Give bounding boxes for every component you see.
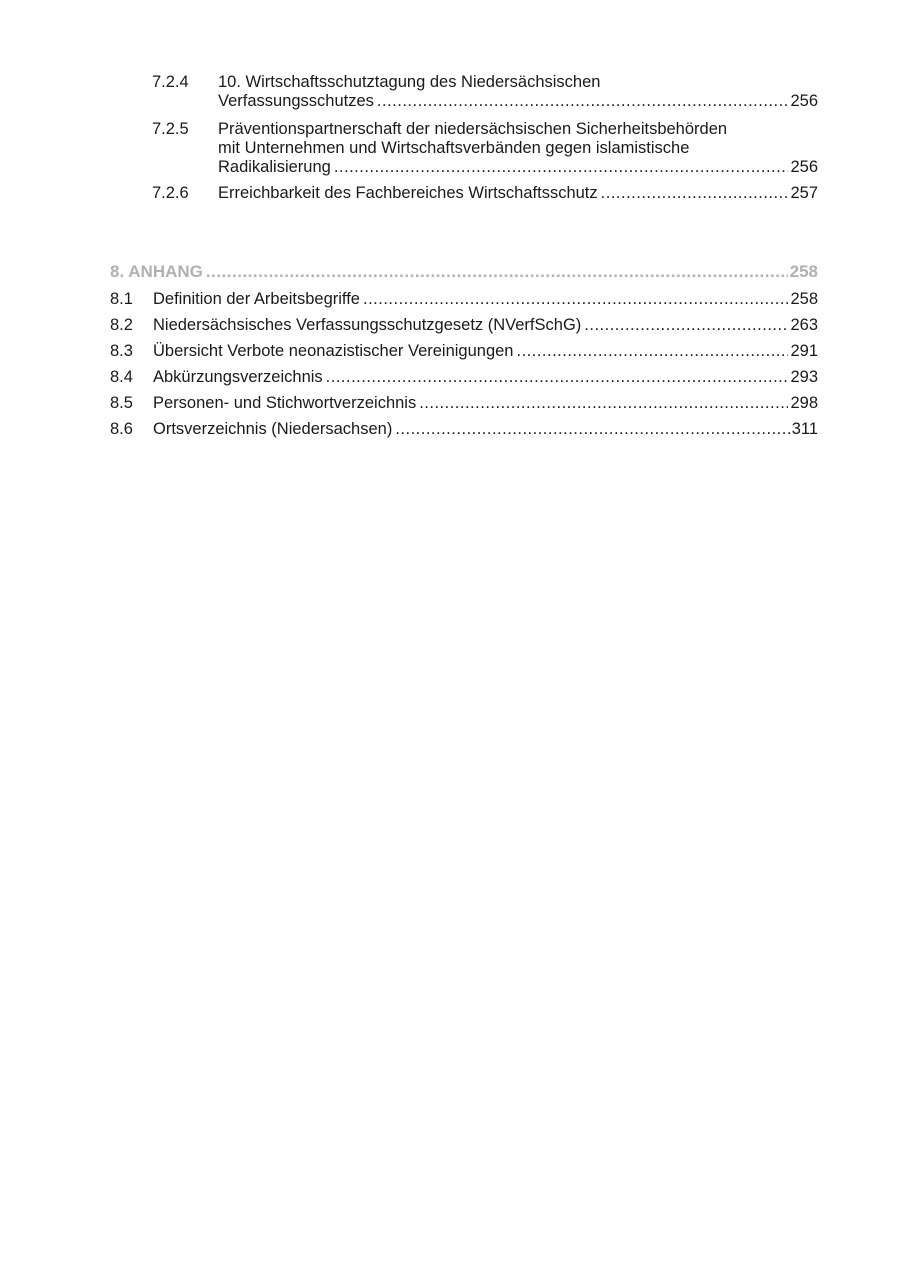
toc-entry-title-line: Präventionspartnerschaft der niedersächsischen Sicherheitsbehörden	[218, 120, 728, 138]
dot-leader	[334, 158, 789, 177]
toc-entry-title: Übersicht Verbote neonazistischer Vereinigungen	[153, 342, 514, 360]
toc-entry-page: 263	[790, 316, 818, 334]
toc-entry-title: Personen- und Stichwortverzeichnis	[153, 394, 417, 412]
toc-entry-title-line: Verfassungsschutzes	[218, 92, 374, 110]
toc-entry-title: Abkürzungsverzeichnis	[153, 368, 323, 386]
toc-entry-number: 8.4	[110, 368, 133, 386]
toc-entry-title-line: 10. Wirtschaftsschutztagung des Niedersächsischen	[218, 73, 601, 91]
toc-entry-number: 8.5	[110, 394, 133, 412]
toc-entry-number: 7.2.4	[152, 73, 189, 91]
toc-entry-title: Ortsverzeichnis (Niedersachsen)	[153, 420, 393, 438]
chapter-page: 258	[789, 262, 818, 281]
toc-entry-number: 7.2.5	[152, 120, 189, 138]
toc-entry-page: 256	[790, 158, 818, 176]
toc-entry-title-line: Erreichbarkeit des Fachbereiches Wirtschaftsschutz	[218, 184, 598, 202]
chapter-title: 8. ANHANG	[110, 262, 203, 281]
toc-entry-page: 291	[790, 342, 818, 360]
toc-entry-number: 8.3	[110, 342, 133, 360]
dot-leader	[326, 368, 789, 387]
toc-entry-number: 8.1	[110, 290, 133, 308]
toc-entry-page: 257	[790, 184, 818, 202]
dot-leader	[584, 316, 788, 335]
toc-entry-number: 8.2	[110, 316, 133, 334]
toc-chapter-heading[interactable]	[110, 262, 818, 282]
toc-entry-page: 256	[790, 92, 818, 110]
toc-entry-title-line: Radikalisierung	[218, 158, 331, 176]
toc-entry-title: Niedersächsisches Verfassungsschutzgesetz (NVerfSchG)	[153, 316, 582, 334]
toc-entry-page: 298	[790, 394, 818, 412]
toc-entry-number: 7.2.6	[152, 184, 189, 202]
toc-entry-number: 8.6	[110, 420, 133, 438]
toc-entry-page: 311	[791, 420, 818, 438]
dot-leader	[516, 342, 788, 361]
toc-entry-title-line: mit Unternehmen und Wirtschaftsverbänden gegen islamistische	[218, 139, 690, 157]
dot-leader	[377, 92, 789, 111]
toc-entry-title: Definition der Arbeitsbegriffe	[153, 290, 360, 308]
toc-entry-page: 293	[790, 368, 818, 386]
dot-leader	[601, 184, 789, 203]
dot-leader	[206, 262, 788, 282]
dot-leader	[363, 290, 788, 309]
dot-leader	[395, 420, 789, 439]
toc-entry-page: 258	[790, 290, 818, 308]
dot-leader	[419, 394, 788, 413]
